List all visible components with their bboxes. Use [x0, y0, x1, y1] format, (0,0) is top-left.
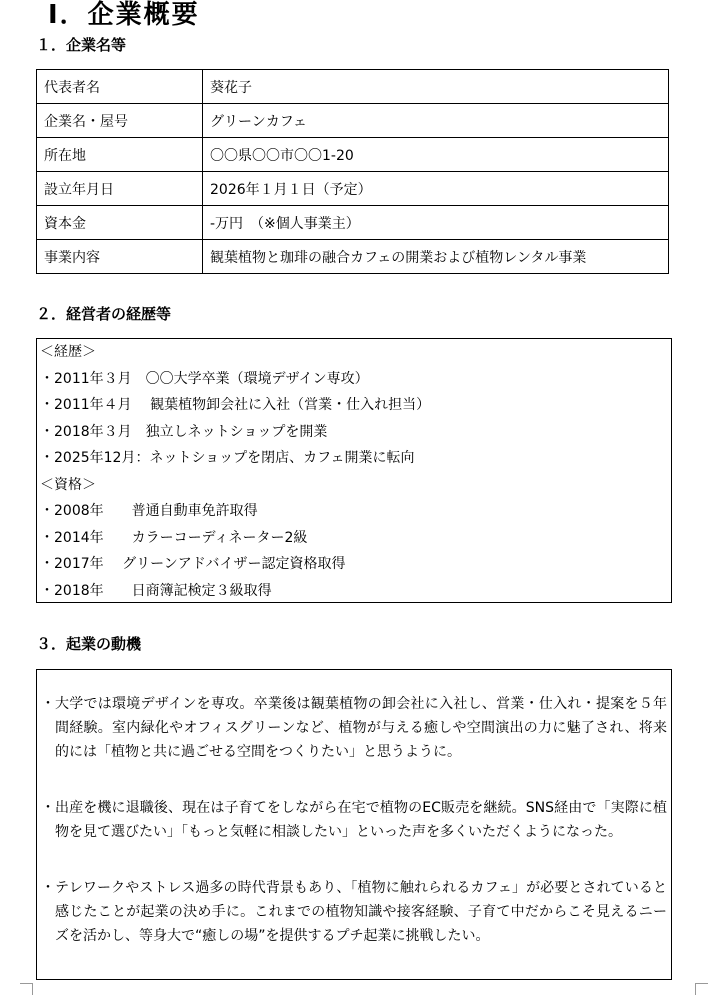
row-label: 設立年月日	[37, 172, 203, 206]
list-item: ・2008年 普通自動車免許取得	[40, 503, 258, 519]
crop-mark-left	[32, 983, 33, 995]
bullet-marker: ・	[41, 800, 55, 816]
bullet-marker: ・	[41, 696, 55, 712]
crop-mark-right	[695, 983, 696, 995]
qualification-subheading: ＜資格＞	[40, 476, 96, 493]
paragraph-text: テレワークやストレス過多の時代背景もあり、「植物に触れられるカフェ」が必要とされていると感じたことが起業の決め手に。これまでの植物知識や接客経験、子育て中だからこそ見えるニーズを活かし、等身大で“癒しの場”を提供するプチ起業に挑戦したい。	[55, 880, 667, 944]
table-row	[37, 240, 669, 274]
page-title: Ⅰ．企業概要	[48, 0, 200, 30]
motive-paragraph	[41, 692, 667, 764]
list-item: ・2014年 カラーコーディネーター2級	[40, 529, 308, 546]
row-value: 2026年１月１日（予定）	[203, 172, 669, 206]
section-heading-company: １．企業名等	[36, 36, 127, 54]
table-row	[37, 104, 669, 138]
section-heading-motive: ３．起業の動機	[36, 635, 142, 653]
list-item: ・2025年12月：ネットショップを閉店、カフェ開業に転向	[40, 450, 415, 466]
row-value: 観葉植物と珈琲の融合カフェの開業および植物レンタル事業	[203, 240, 669, 274]
motive-paragraph	[41, 876, 667, 948]
row-label: 所在地	[37, 138, 203, 172]
row-value: グリーンカフェ	[203, 104, 669, 138]
row-label: 資本金	[37, 206, 203, 240]
motive-box	[36, 669, 672, 980]
bullet-marker: ・	[41, 880, 55, 896]
row-label: 代表者名	[37, 70, 203, 104]
table-row	[37, 70, 669, 104]
list-item: ・2018年３月 独立しネットショップを開業	[40, 423, 328, 440]
row-value: -万円 （※個人事業主）	[203, 206, 669, 240]
row-value: 〇〇県〇〇市〇〇1-20	[203, 138, 669, 172]
table-row	[37, 138, 669, 172]
career-box	[36, 338, 672, 603]
list-item: ・2017年 グリーンアドバイザー認定資格取得	[40, 556, 346, 572]
section-heading-career: ２．経営者の経歴等	[36, 305, 172, 323]
list-item: ・2018年 日商簿記検定３級取得	[40, 582, 272, 599]
table-row	[37, 172, 669, 206]
row-label: 企業名・屋号	[37, 104, 203, 138]
paragraph-text: 大学では環境デザインを専攻。卒業後は観葉植物の卸会社に入社し、営業・仕入れ・提案を５年間経験。室内緑化やオフィスグリーンなど、植物が与える癒しや空間演出の力に魅了され、将来的には「植物と共に過ごせる空間をつくりたい」と思うように。	[55, 696, 667, 760]
motive-paragraph	[41, 796, 667, 844]
crop-mark-right-h	[696, 983, 708, 984]
table-row	[37, 206, 669, 240]
list-item: ・2011年４月 観葉植物卸会社に入社（営業・仕入れ担当）	[40, 397, 431, 413]
crop-mark-left-h	[20, 983, 32, 984]
company-info-table	[36, 69, 669, 274]
row-value: 葵花子	[203, 70, 669, 104]
list-item: ・2011年３月 〇〇大学卒業（環境デザイン専攻）	[40, 370, 369, 387]
row-label: 事業内容	[37, 240, 203, 274]
paragraph-text: 出産を機に退職後、現在は子育てをしながら在宅で植物のEC販売を継続。SNS経由で「実際に植物を見て選びたい」「もっと気軽に相談したい」といった声を多くいただくようになった。	[55, 800, 667, 840]
career-subheading: ＜経歴＞	[40, 344, 96, 360]
